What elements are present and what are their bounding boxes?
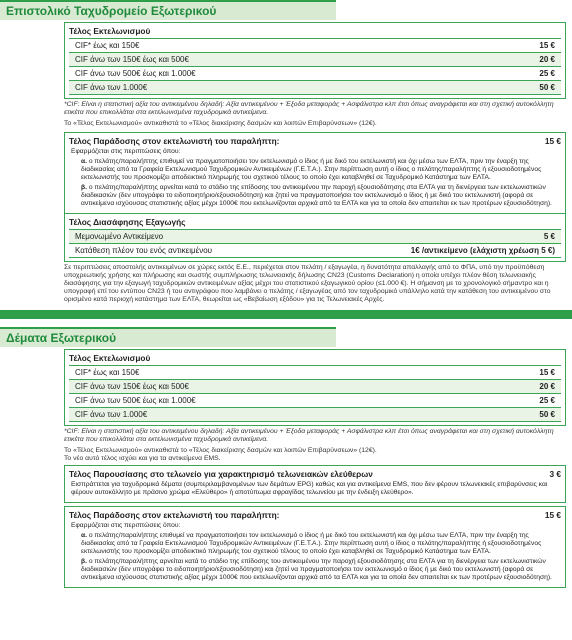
presentation-fee-body: Εισπράττεται για ταχυδρομικά δέματα (συμπεριλαμβανομένων των δεμάτων EPG) καθώς και για αντικείμενα EMS, που δεν φέρουν τελωνειακές επιβαρύνσεις και φέρουν αυτοκόλλητο με πράσινο χρώμα «Ελεύθερο» ή αποτύπωμα σφραγίδας τελωνείου με την ένδειξη ελεύθερο».	[71, 481, 548, 496]
delivery-fee-box	[64, 506, 566, 588]
fee-row: CIF άνω των 150€ έως και 500€ 20 €	[69, 380, 561, 394]
section-divider	[0, 310, 572, 319]
fee-row: Κατάθεση πλέον του ενός αντικειμένου 1€ /αντικείμενο (ελάχιστη χρέωση 5 €)	[69, 244, 561, 258]
delivery-fee-title: Τέλος Παράδοσης στον εκτελωνιστή του παραλήπτη: 15 €	[69, 510, 561, 520]
customs-fee-box	[64, 349, 566, 426]
export-fee-rows	[69, 229, 561, 258]
fee-row: Μεμονωμένο Αντικείμενο 5 €	[69, 229, 561, 244]
delivery-fee-box	[64, 132, 566, 214]
section-title-letters: Επιστολικό Ταχυδρομείο Εξωτερικού	[0, 0, 336, 20]
customs-fee-title: Τέλος Εκτελωνισμού	[69, 26, 151, 36]
export-fee-title: Τέλος Διασάφησης Εξαγωγής	[69, 217, 186, 227]
delivery-fee-body: Εφαρμόζεται στις περιπτώσεις όπου: α. ο πελάτης/παραλήπτης επιθυμεί να πραγματοποιήσει τον εκτελωνισμό ο ίδιος ή με δικό του εκτελωνιστή και όχι μέσω των ΕΛΤΑ, πριν την έναρξη της διαδικασίας από τα Γραφεία Εκτελωνισμού Ταχυδρομικών Αντικειμένων (Γ.Ε.Τ.Α.). Στην περίπτωση αυτή ο ίδιος ο πελάτης/παραλήπτης ή εξουσιοδοτημένος εκτελωνιστής του προσκομίζει αποδεικτικό πληρωμής του σχετικού τέλους το οποίο έχει καταβληθεί σε Ταχυδρομικό Κατάστημα των ΕΛΤΑ. β. ο πελάτης/παραλήπτης αρνείται κατά το στάδιο της επίδοσης του αντικειμένου την παροχή εξουσιοδότησης στα ΕΛΤΑ για τη διενέργεια των εκτελωνιστικών διαδικασιών (δεν υπογράφει το ειδοποιητήριο/εξουσιοδότηση) και ζητεί να πραγματοποιήσει τον εκτελωνισμό ο ίδιος ή με δικό του εκτελωνιστή (αφορά σε αντικείμενα ισχύουσας στατιστικής αξίας μέχρι 1000€ που εκτελωνίζονται αρχικά από τα ΕΛΤΑ και για τα οποία δεν απαιτείται εκ των προτέρων εξουσιοδότηση).	[71, 522, 552, 581]
presentation-fee-box	[64, 465, 566, 503]
delivery-fee-body: Εφαρμόζεται στις περιπτώσεις όπου: α. ο πελάτης/παραλήπτης επιθυμεί να πραγματοποιήσει τον εκτελωνισμό ο ίδιος ή με δικό του εκτελωνιστή και όχι μέσω των ΕΛΤΑ, πριν την έναρξη της διαδικασίας από τα Γραφεία Εκτελωνισμού Ταχυδρομικών Αντικειμένων (Γ.Ε.Τ.Α.). Στην περίπτωση αυτή ο ίδιος ο πελάτης/παραλήπτης ή εξουσιοδοτημένος εκτελωνιστής του προσκομίζει αποδεικτικό πληρωμής του σχετικού τέλους το οποίο έχει καταβληθεί σε Ταχυδρομικό Κατάστημα των ΕΛΤΑ. β. ο πελάτης/παραλήπτης αρνείται κατά το στάδιο της επίδοσης του αντικειμένου την παροχή εξουσιοδότησης στα ΕΛΤΑ για τη διενέργεια των εκτελωνιστικών διαδικασιών (δεν υπογράφει το ειδοποιητήριο/εξουσιοδότηση) και ζητεί να πραγματοποιήσει τον εκτελωνισμό ο ίδιος ή με δικό του εκτελωνιστή (αφορά σε αντικείμενα ισχύουσας στατιστικής αξίας μέχρι 1000€ που εκτελωνίζονται αρχικά από τα ΕΛΤΑ και για τα οποία δεν απαιτείται εκ των προτέρων εξουσιοδότηση).	[71, 148, 552, 207]
fee-row: CIF άνω των 150€ έως και 500€ 20 €	[69, 53, 561, 67]
section-title-parcels: Δέματα Εξωτερικού	[0, 327, 336, 347]
customs-fee-rows	[69, 365, 561, 422]
cif-note: *CIF: Είναι η στατιστική αξία του αντικειμένου δηλαδή: Αξία αντικειμένου + Έξοδα μεταφοράς + Ασφάλιστρα κλπ έτσι όπως αναγράφεται και στη σχετική αυτοκόλλητη ετικέτα που επικολλάται στα εκτελωνισμένα ταχυδρομικά αντικείμενα.	[64, 428, 554, 443]
customs-fee-box	[64, 22, 566, 99]
equivalence-note: Το «Τέλος Εκτελωνισμού» αντικαθιστά το «Τέλος διακείρισης δασμών και λοιπών Επιβαρύνσεων» (12€).	[64, 120, 377, 127]
cif-note: *CIF: Είναι η στατιστική αξία του αντικειμένου δηλαδή: Αξία αντικειμένου + Έξοδα μεταφοράς + Ασφάλιστρα κλπ έτσι όπως αναγράφεται και στη σχετική αυτοκόλλητη ετικέτα που επικολλάται στα εκτελωνισμένα ταχυδρομικά αντικείμενα.	[64, 101, 554, 116]
presentation-fee-title: Τέλος Παρουσίασης στο τελωνείο για χαρακτηρισμό τελωνειακών ελεύθερων 3 €	[69, 469, 561, 479]
equivalence-note: Το «Τέλος Εκτελωνισμού» αντικαθιστά το «Τέλος διακείρισης δασμών και λοιπών Επιβαρύνσεων» (12€).	[64, 447, 377, 454]
customs-fee-rows	[69, 38, 561, 95]
fee-row: CIF* έως και 150€ 15 €	[69, 38, 561, 53]
fee-row: CIF άνω των 1.000€ 50 €	[69, 408, 561, 422]
ems-note: Το νέο αυτό τέλος ισχύει και για τα αντικείμενα EMS.	[64, 455, 221, 462]
export-note: Σε περιπτώσεις αποστολής αντικειμένων σε χώρες εκτός Ε.Ε., περιέχεται στον πελάτη / εξαγωγέα, η δυνατότητα απαλλαγής από το ΦΠΑ, υπό την προϋπόθεση υποχρεωτικής χρήσης και πλήρωσης και σωστής συμπλήρωσης τελωνειακής δήλωσης CN23 (Customs Declaration) η οποία υπέχει πλέον θέση τελωνειακής διασάφησης για την εξαγωγή ταχυδρομικών αντικειμένων αξίας μέχρι του στατιστικού εξαγωγικού ορίου (≤1.000 €). Η σήμανση με το χρονολογικό σήμαντρο και η υπογραφή επί του εντύπου CN23 ή του αντιγράφου που λαμβάνει ο πελάτης / εξαγωγέας από τον ταχυδρομικό υπάλληλο κατά την κατάθεση του αντικειμένου στο ορισμένο κατά περιοχή κατάστημα των ΕΛΤΑ, θεωρείται ως «Βεβαίωση εξόδου» για τις Τελωνειακές Αρχές.	[64, 264, 551, 303]
customs-fee-title: Τέλος Εκτελωνισμού	[69, 353, 151, 363]
fee-row: CIF άνω των 500€ έως και 1.000€ 25 €	[69, 394, 561, 408]
fee-row: CIF άνω των 500€ έως και 1.000€ 25 €	[69, 67, 561, 81]
export-fee-box	[64, 214, 566, 262]
fee-row: CIF* έως και 150€ 15 €	[69, 365, 561, 380]
fee-row: CIF άνω των 1.000€ 50 €	[69, 81, 561, 95]
delivery-fee-title: Τέλος Παράδοσης στον εκτελωνιστή του παραλήπτη: 15 €	[69, 136, 561, 146]
